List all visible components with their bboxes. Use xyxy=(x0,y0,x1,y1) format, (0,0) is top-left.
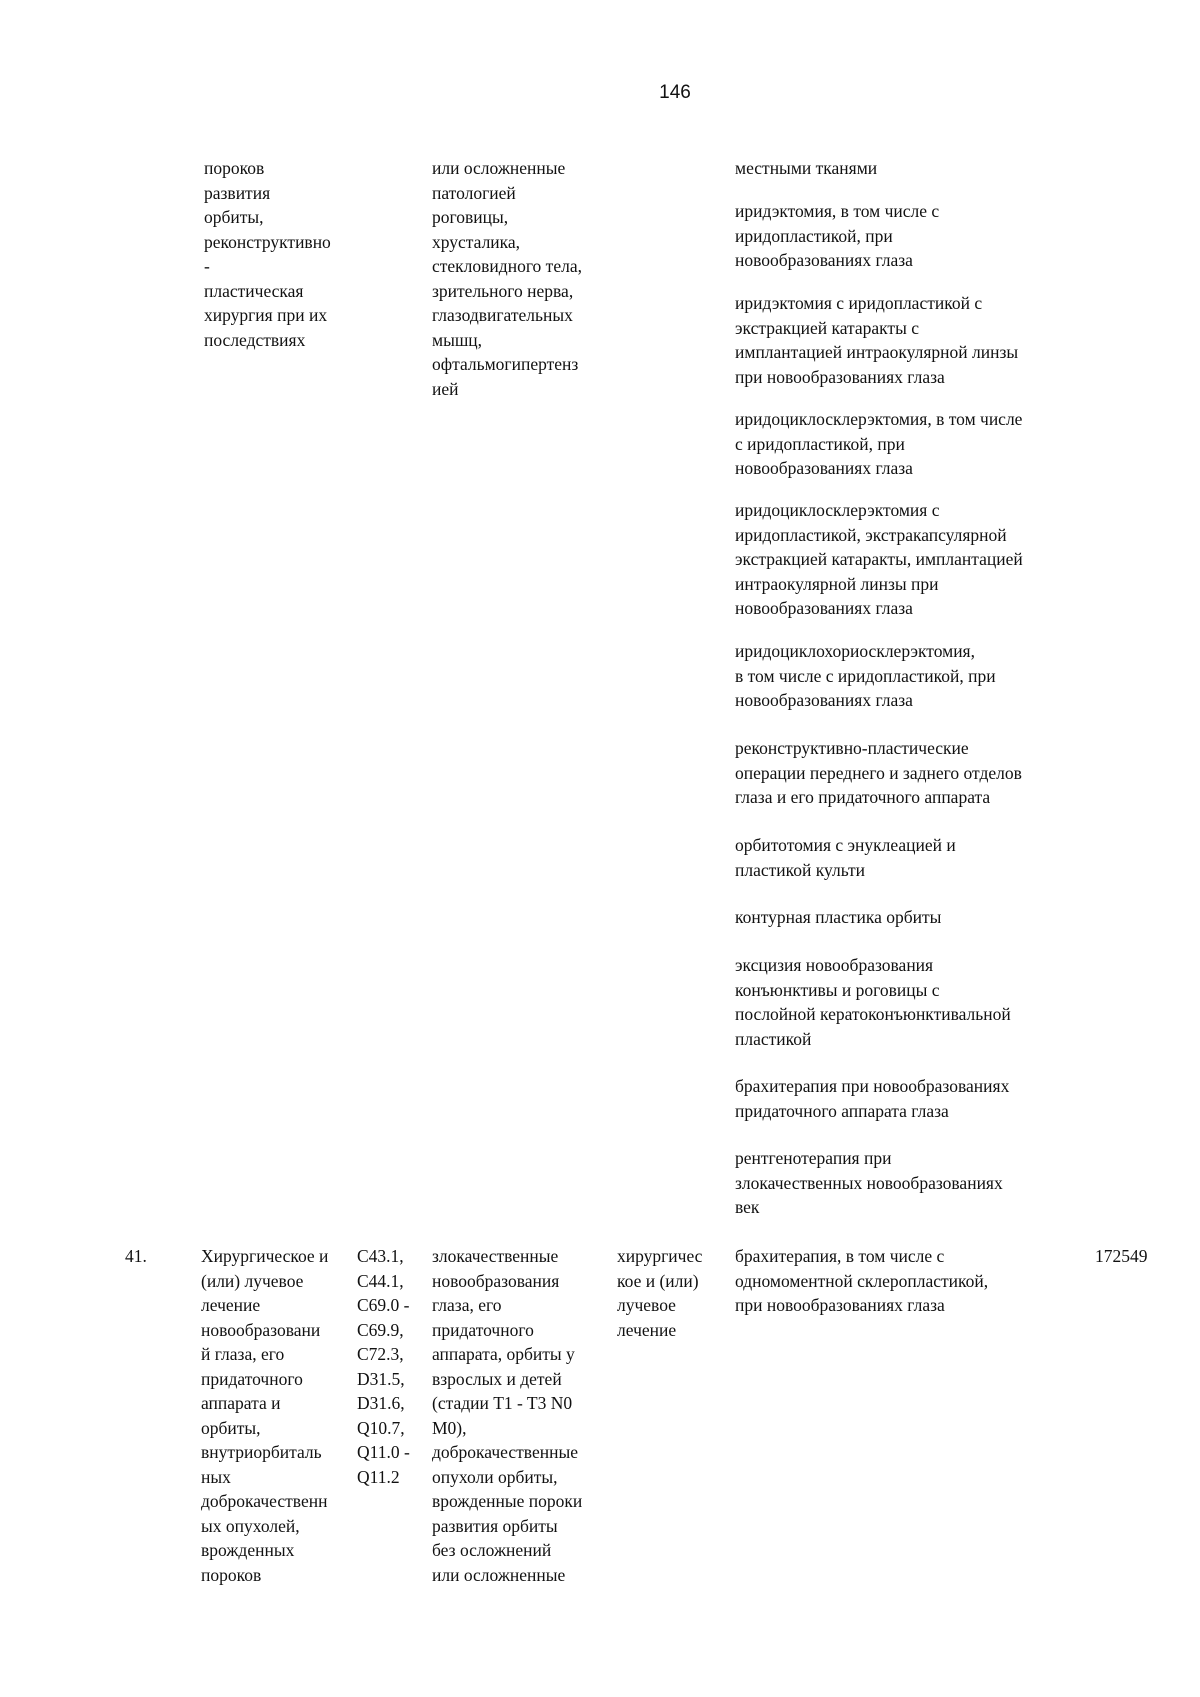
text-line: придаточного xyxy=(201,1368,303,1389)
procedure-item xyxy=(735,639,1175,713)
text-line: контурная пластика орбиты xyxy=(735,907,942,927)
text-line: C43.1, xyxy=(357,1246,404,1266)
text-line: одномоментной склеропластикой, xyxy=(735,1270,989,1291)
text-line: Хирургическое и xyxy=(201,1246,329,1266)
text-line: брахитерапия при новообразованиях xyxy=(735,1076,1010,1096)
text-line: патологией xyxy=(432,182,516,203)
procedure-item xyxy=(735,498,1175,621)
text-line: злокачественных новообразованиях xyxy=(735,1172,1003,1193)
text-line: иридопластикой, при xyxy=(735,225,893,246)
text-line: пороков xyxy=(201,1564,262,1585)
text-line: хрусталика, xyxy=(432,231,521,252)
text-line: лучевое xyxy=(617,1295,676,1315)
text-line: аппарата, орбиты у xyxy=(432,1344,575,1364)
text-line: взрослых и детей xyxy=(432,1368,562,1389)
row41-model-cell xyxy=(432,1244,582,1587)
text-line: иридэктомия, в том числе с xyxy=(735,201,940,221)
text-line: стекловидного тела, xyxy=(432,256,582,276)
text-line: иридоциклосклерэктомия с xyxy=(735,500,940,520)
text-line: без осложнений xyxy=(432,1540,552,1560)
text-line: придаточного xyxy=(432,1319,534,1340)
text-line: пластикой xyxy=(735,1028,812,1049)
row41-cost: 172549 xyxy=(1095,1246,1148,1266)
text-line: новообразованиях глаза xyxy=(735,458,913,478)
text-line: интраокулярной линзы при xyxy=(735,573,939,594)
procedure-item xyxy=(735,833,1175,882)
procedure-item xyxy=(735,407,1175,481)
text-line: D31.6, xyxy=(357,1393,405,1413)
text-line: C69.9, xyxy=(357,1319,404,1340)
text-line: имплантацией интраокулярной линзы xyxy=(735,342,1019,362)
text-line: или осложненные xyxy=(432,1564,566,1585)
text-line: C44.1, xyxy=(357,1270,404,1291)
procedure-item xyxy=(735,1074,1175,1123)
text-line: хирургия при их xyxy=(204,305,328,325)
text-line: пластикой культи xyxy=(735,859,866,880)
text-line: развития xyxy=(204,182,271,203)
text-line: й глаза, его xyxy=(201,1344,285,1364)
page-number: 146 xyxy=(659,82,691,103)
text-line: последствиях xyxy=(204,329,306,350)
procedure-item xyxy=(735,736,1175,810)
text-line: лечение xyxy=(617,1319,677,1340)
text-line: внутриорбиталь xyxy=(201,1442,322,1462)
text-line: врожденных xyxy=(201,1540,295,1560)
text-line: глаза, его xyxy=(432,1295,502,1315)
text-line: иридоциклохориосклерэктомия, xyxy=(735,641,975,661)
continued-name-cell xyxy=(204,156,331,352)
text-line: орбитотомия с энуклеацией и xyxy=(735,835,956,855)
text-line: D31.5, xyxy=(357,1368,405,1389)
procedure-item xyxy=(735,1146,1175,1220)
text-line: реконструктивно-пластические xyxy=(735,738,969,758)
text-line: ых опухолей, xyxy=(201,1515,300,1536)
row41-treatment-cell xyxy=(617,1244,702,1342)
procedure-item xyxy=(735,156,1175,181)
procedure-item xyxy=(735,291,1175,389)
text-line: иридоциклосклерэктомия, в том числе xyxy=(735,409,1023,429)
text-line: лечение xyxy=(201,1295,261,1315)
text-line: опухоли орбиты, xyxy=(432,1466,558,1487)
text-line: пороков xyxy=(204,158,265,178)
text-line: аппарата и xyxy=(201,1393,281,1413)
text-line: - xyxy=(204,256,210,276)
text-line: в том числе с иридопластикой, при xyxy=(735,665,996,686)
text-line: эксцизия новообразования xyxy=(735,955,934,975)
text-line: злокачественные xyxy=(432,1246,559,1266)
text-line: орбиты, xyxy=(204,207,264,227)
text-line: глаза и его придаточного аппарата xyxy=(735,787,991,807)
text-line: при новообразованиях глаза xyxy=(735,1295,945,1315)
text-line: новообразованиях глаза xyxy=(735,598,913,618)
procedure-item xyxy=(735,905,1175,930)
text-line: иридопластикой, экстракапсулярной xyxy=(735,524,1007,545)
text-line: иридэктомия с иридопластикой с xyxy=(735,293,983,313)
text-line: экстракцией катаракты, имплантацией xyxy=(735,549,1023,569)
text-line: офтальмогипертенз xyxy=(432,354,579,374)
text-line: пластическая xyxy=(204,280,304,301)
row41-method-cell xyxy=(735,1244,988,1318)
text-line: при новообразованиях глаза xyxy=(735,366,945,387)
text-line: век xyxy=(735,1197,760,1217)
text-line: новообразованиях глаза xyxy=(735,250,913,270)
procedure-item xyxy=(735,199,1175,273)
text-line: или осложненные xyxy=(432,158,566,178)
text-line: C69.0 - xyxy=(357,1295,410,1315)
text-line: брахитерапия, в том числе с xyxy=(735,1246,945,1266)
text-line: рентгенотерапия при xyxy=(735,1148,892,1168)
text-line: врожденные пороки xyxy=(432,1491,583,1511)
text-line: экстракцией катаракты с xyxy=(735,317,919,338)
text-line: доброкачественные xyxy=(432,1442,578,1462)
text-line: развития орбиты xyxy=(432,1515,558,1536)
text-line: реконструктивно xyxy=(204,231,331,252)
text-line: местными тканями xyxy=(735,158,878,178)
text-line: Q11.0 - xyxy=(357,1442,410,1462)
text-line: глазодвигательных xyxy=(432,305,573,325)
text-line: (стадии T1 - T3 N0 xyxy=(432,1393,573,1413)
text-line: ией xyxy=(432,378,459,399)
text-line: новообразованиях глаза xyxy=(735,690,913,710)
text-line: зрительного нерва, xyxy=(432,280,574,301)
text-line: Q11.2 xyxy=(357,1466,400,1487)
text-line: послойной кератоконъюнктивальной xyxy=(735,1004,1011,1024)
text-line: (или) лучевое xyxy=(201,1270,304,1291)
text-line: операции переднего и заднего отделов xyxy=(735,762,1022,783)
row41-name-cell xyxy=(201,1244,328,1587)
text-line: с иридопластикой, при xyxy=(735,433,905,454)
text-line: придаточного аппарата глаза xyxy=(735,1100,949,1121)
text-line: Q10.7, xyxy=(357,1417,405,1438)
text-line: новообразовани xyxy=(201,1319,321,1340)
text-line: M0), xyxy=(432,1417,467,1438)
continued-model-cell xyxy=(432,156,582,401)
text-line: орбиты, xyxy=(201,1417,261,1438)
procedure-item xyxy=(735,953,1175,1051)
text-line: мышц, xyxy=(432,329,483,350)
text-line: кое и (или) xyxy=(617,1270,699,1291)
text-line: доброкачественн xyxy=(201,1491,328,1511)
row41-codes-cell xyxy=(357,1244,410,1489)
row-number: 41. xyxy=(125,1246,147,1266)
text-line: новообразования xyxy=(432,1270,560,1291)
text-line: C72.3, xyxy=(357,1344,404,1364)
text-line: хирургичес xyxy=(617,1246,703,1266)
text-line: роговицы, xyxy=(432,207,509,227)
text-line: конъюнктивы и роговицы с xyxy=(735,979,940,1000)
text-line: ных xyxy=(201,1466,231,1487)
